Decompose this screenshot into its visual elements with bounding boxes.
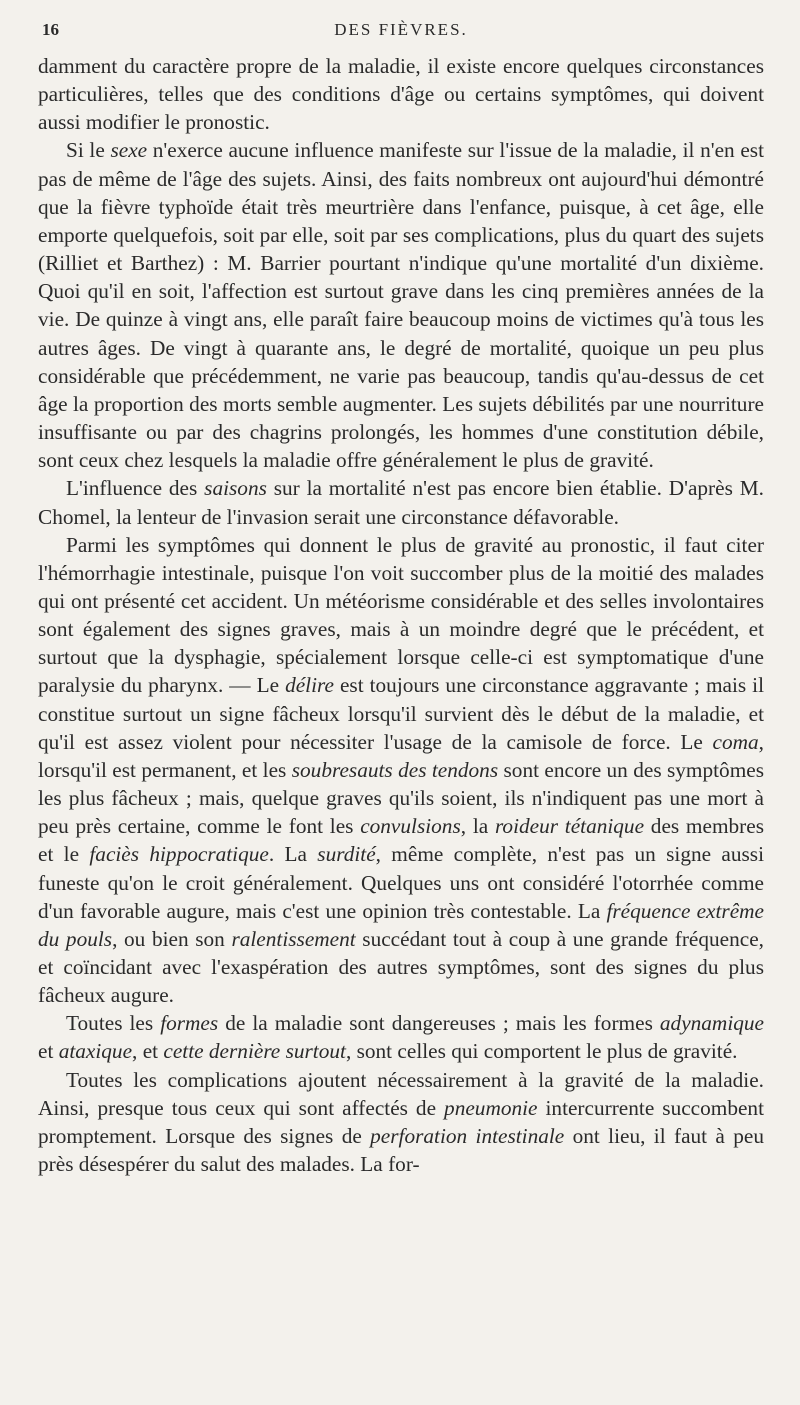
paragraph — [38, 531, 764, 1010]
italic-term: sexe — [110, 138, 148, 163]
italic-term: formes — [160, 1011, 219, 1036]
text-run: et — [38, 1039, 59, 1064]
italic-term: saisons — [204, 476, 267, 501]
italic-term: adynamique — [659, 1011, 764, 1036]
text-run: Toutes les — [66, 1011, 161, 1036]
italic-term: faciès hippocratique — [89, 842, 269, 867]
text-run: , sont celles qui comportent le plus de gravité. — [345, 1039, 738, 1064]
text-run: Toutes les complications ajoutent nécessairement à la gravité de la maladie. Ainsi, presque tous ceux qui sont affectés de — [38, 1067, 764, 1120]
text-run: Si le — [66, 138, 111, 163]
text-run: , et — [132, 1039, 164, 1064]
body-text — [38, 52, 764, 1178]
text-run: damment du caractère propre de la maladie, il existe encore quelques circonstances particulières, telles que des conditions d'âge ou certains symptômes, qui doivent aussi modifier le pronostic. — [38, 54, 764, 135]
text-run: Parmi les symptômes qui donnent le plus de gravité au pronostic, il faut citer l'hémorrhagie intestinale, puisque l'on voit succomber plus de la moitié des malades qui ont présenté cet accident. Un météorisme considérable et des selles involontaires sont également des signes graves, mais à un moindre degré que le précédent, et surtout que la dysphagie, spécialement lorsque celle-ci est symptomatique d'une paralysie du pharynx. — Le — [38, 532, 764, 698]
text-run: L'influence des — [66, 476, 205, 501]
paragraph — [38, 52, 764, 136]
text-run: est toujours une circonstance aggravante ; mais il constitue surtout un signe fâcheux lorsqu'il survient dès le début de la maladie, et qu'il est assez violent pour nécessiter l'usage de la camisole de force. Le — [38, 673, 765, 754]
text-run: sur la mortalité n'est pas encore bien établie. D'après M. Chomel, la lenteur de l'invasion serait une circonstance défavorable. — [38, 476, 764, 529]
paragraph — [38, 1066, 764, 1179]
italic-term: cette dernière surtout — [163, 1039, 346, 1064]
text-run: sont encore un des symptômes les plus fâcheux ; mais, quelque graves qu'ils soient, ils n'indiquent pas une mort à peu près certaine, comme le font les — [38, 757, 765, 839]
text-run: ont lieu, il faut à peu près désespérer du salut des malades. La for- — [38, 1123, 764, 1177]
text-run: . La — [268, 842, 318, 867]
page-number: 16 — [42, 20, 59, 39]
italic-term: surdité — [317, 842, 376, 867]
paragraph — [38, 136, 764, 474]
text-run: , ou bien son — [112, 926, 232, 951]
italic-term: coma — [712, 729, 759, 754]
running-head: DES FIÈVRES. — [334, 20, 468, 39]
paragraph — [38, 1009, 764, 1065]
italic-term: ralentissement — [231, 926, 356, 951]
paragraph — [38, 474, 764, 530]
text-run: n'exerce aucune influence manifeste sur l'issue de la maladie, il n'en est pas de même de l'âge des sujets. Ainsi, des faits nombreux ont aujourd'hui démontré que la fièvre typhoïde était très meurtrière dans l'enfance, puisque, à cet âge, elle emporte quelquefois, soit par elle, soit par ses complications, plus du quart des sujets (Rilliet et Barthez) : M. Barrier pourtant n'indique qu'une mortalité d'un dixième. Quoi qu'il en soit, l'affection est surtout grave dans les cinq premières années de la vie. De quinze à vingt ans, elle paraît faire beaucoup moins de victimes qu'à tous les autres âges. De vingt à quarante ans, le degré de mortalité, quoique un peu plus considérable que précédemment, ne varie pas beaucoup, tandis qu'au-dessus de cet âge la proportion des morts semble augmenter. Les sujets débilités par une nourriture insuffisante ou par des chagrins prolongés, les hommes d'une constitution débile, sont ceux chez lesquels la maladie offre généralement le plus de gravité. — [38, 138, 764, 473]
text-run: succédant tout à coup à une grande fréquence, et coïncidant avec l'exaspération des autres symptômes, sont des signes du plus fâcheux augure. — [38, 926, 765, 1008]
text-run: , la — [460, 814, 495, 839]
text-run: des membres et le — [38, 814, 764, 867]
italic-term: roideur tétanique — [494, 814, 645, 839]
italic-term: perforation intestinale — [370, 1123, 565, 1148]
italic-term: délire — [285, 673, 334, 698]
italic-term: soubresauts des tendons — [291, 757, 499, 782]
text-run: , lorsqu'il est permanent, et les — [38, 729, 764, 782]
text-run: de la maladie sont dangereuses ; mais les formes — [218, 1011, 660, 1036]
text-run: , même complète, n'est pas un signe aussi funeste qu'on le croit généralement. Quelques uns ont considéré l'otorrhée comme d'un favorable augure, mais c'est une opinion très contestable. La — [38, 842, 764, 923]
text-run: intercurrente succombent promptement. Lorsque des signes de — [38, 1095, 765, 1148]
italic-term: ataxique — [58, 1039, 133, 1064]
italic-term: pneumonie — [444, 1095, 538, 1120]
italic-term: convulsions — [360, 814, 461, 839]
italic-term: fréquence extrême du pouls — [38, 898, 764, 951]
page-header — [38, 18, 764, 52]
